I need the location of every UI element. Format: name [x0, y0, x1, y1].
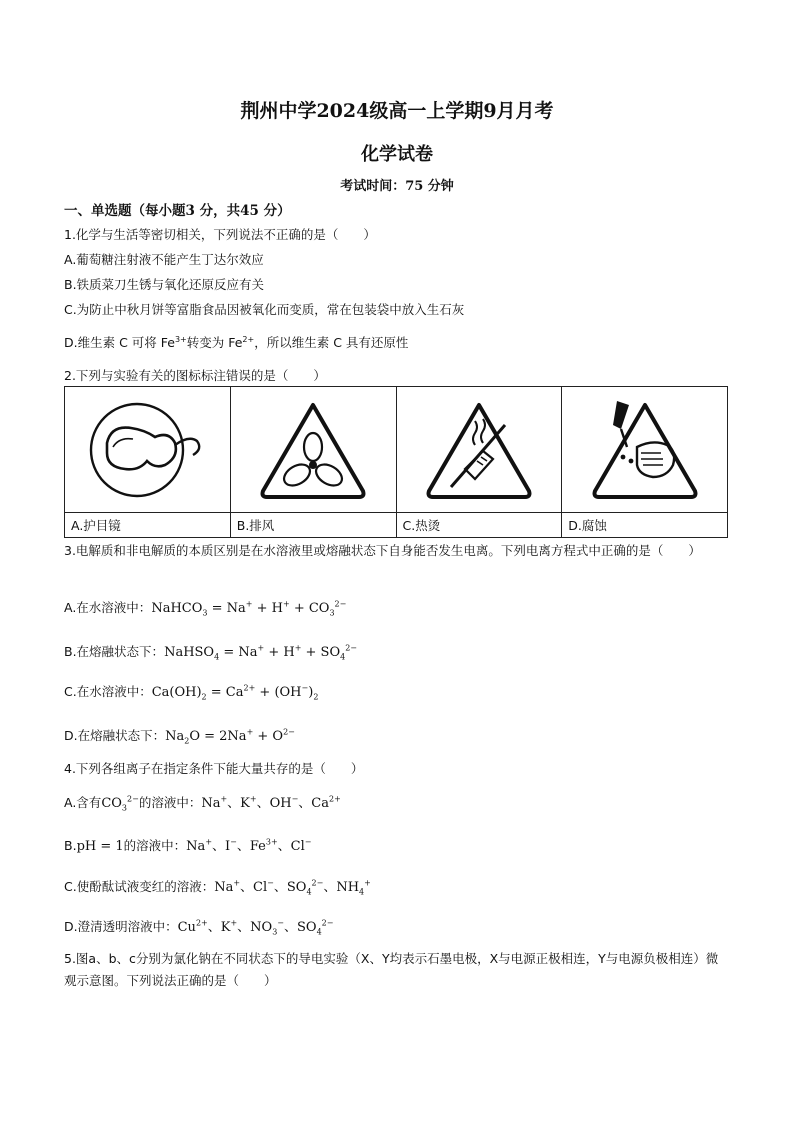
- icon-label-b: B.排风: [230, 513, 396, 538]
- hazard-icon-table: [64, 386, 728, 538]
- page-subtitle: 化学试卷: [361, 144, 433, 165]
- question-3-option-b: B.在熔融状态下：NaHSO$_4$ = $Na^+ + H^+ + SO_4^{2-}$: [64, 643, 358, 662]
- question-4-option-c: C.使酚酞试液变红的溶液：Na+、Cl−、$SO_4^{2-}$、$NH_4^+$: [64, 878, 371, 897]
- question-2-stem: 2.下列与实验有关的图标标注错误的是（ ）: [64, 368, 326, 383]
- question-3-option-a: A.在水溶液中：NaHCO$_3$ = $Na^+ + H^+ + CO_3^{2-}$: [64, 599, 347, 618]
- icon-cell-c: [396, 387, 562, 513]
- goggles-icon: [85, 395, 209, 505]
- question-5-stem: 5.图a、b、c分别为氯化钠在不同状态下的导电实验（X、Y均表示石墨电极，X与电源正极相连，Y与电源负极相连）微观示意图。下列说法正确的是（ ）: [64, 951, 719, 988]
- question-3-option-c: C.在水溶液中：$Ca(OH)_2 = Ca^{2+} + (OH^-)_2$: [64, 683, 319, 702]
- question-3-stem: 3.电解质和非电解质的本质区别是在水溶液里或熔融状态下自身能否发生电离。下列电离方程式中正确的是（ ）: [64, 543, 701, 558]
- question-4-stem: 4.下列各组离子在指定条件下能大量共存的是（ ）: [64, 761, 364, 776]
- question-4-option-d: D.澄清透明溶液中：$Cu^{2+}$、K+、$NO_3^-$、$SO_4^{2-}$: [64, 918, 334, 937]
- exam-time: 考试时间：75 分钟: [340, 179, 454, 194]
- icon-cell-d: [562, 387, 728, 513]
- icon-cell-a: [65, 387, 231, 513]
- question-1-option-c: C.为防止中秋月饼等富脂食品因被氧化而变质，常在包装袋中放入生石灰: [64, 302, 465, 317]
- section-heading: 一、单选题（每小题3 分，共45 分）: [64, 203, 291, 219]
- icon-label-a: A.护目镜: [65, 513, 231, 538]
- icon-label-d: D.腐蚀: [562, 513, 728, 538]
- page-title: 荆州中学2024级高一上学期9月月考: [240, 100, 554, 122]
- icon-label-c: C.热烫: [396, 513, 562, 538]
- corrosive-icon: [583, 395, 707, 505]
- question-1-option-a: A.葡萄糖注射液不能产生丁达尔效应: [64, 252, 264, 267]
- question-1-stem: 1.化学与生活等密切相关，下列说法不正确的是（ ）: [64, 227, 376, 242]
- question-1-option-b: B.铁质菜刀生锈与氧化还原反应有关: [64, 277, 265, 292]
- icon-cell-b: [230, 387, 396, 513]
- question-3-option-d: D.在熔融状态下：$Na_2O = 2Na^+ + O^{2-}$: [64, 727, 295, 746]
- question-4-option-a: A.含有$CO_3^{2-}$的溶液中：Na+、K+、OH−、$Ca^{2+}$: [64, 794, 341, 813]
- question-4-option-b: B.pH = 1的溶液中：Na+、I−、$Fe^{3+}$、Cl−: [64, 837, 312, 854]
- hot-surface-icon: [417, 395, 541, 505]
- question-1-option-d: D.维生素 C 可将 $Fe^{3+}$转变为 $Fe^{2+}$，所以维生素 C 具有还原性: [64, 334, 409, 350]
- exhaust-fan-icon: [251, 395, 375, 505]
